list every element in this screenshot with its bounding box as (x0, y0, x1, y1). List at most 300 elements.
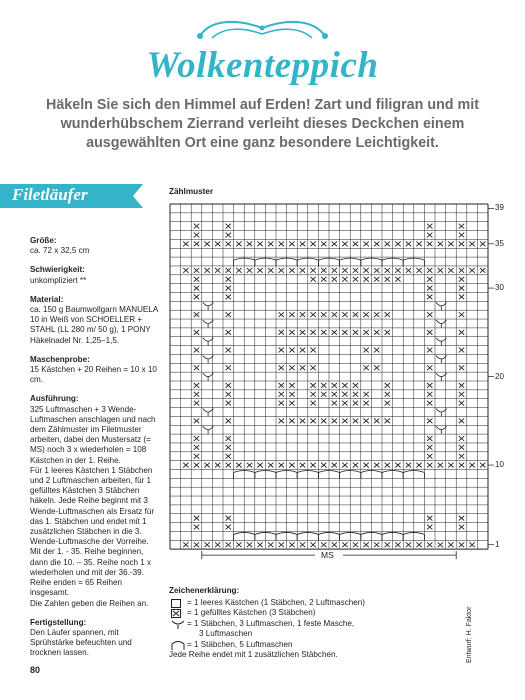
filled-cell (257, 268, 262, 273)
filled-cell (427, 463, 432, 468)
filled-cell (342, 312, 347, 317)
filled-cell (395, 277, 400, 282)
filled-cell (342, 383, 347, 388)
chart-title: Zählmuster (169, 187, 214, 196)
gauge-section (30, 355, 162, 386)
y-stitch-mark (436, 409, 447, 417)
filled-cell (321, 392, 326, 397)
filled-cell (459, 348, 464, 353)
filled-cell (438, 463, 443, 468)
legend-text: = 1 gefülltes Kästchen (3 Stäbchen) (187, 608, 316, 617)
filled-cell (321, 330, 326, 335)
filled-cell (268, 241, 273, 246)
finishing-section (30, 618, 162, 659)
page-number: 80 (30, 665, 41, 675)
legend-item (169, 608, 365, 619)
filled-cell (374, 268, 379, 273)
filled-cell (310, 383, 315, 388)
filled-cell (279, 348, 284, 353)
filled-cell (236, 241, 241, 246)
filled-cell (279, 401, 284, 406)
row-label-30: 30 (495, 283, 504, 293)
flourish-ornament-icon (190, 14, 335, 48)
filled-cell (395, 542, 400, 547)
filled-cell (183, 268, 188, 273)
filled-cell (300, 463, 305, 468)
filled-cell (427, 383, 432, 388)
filled-cell (310, 401, 315, 406)
filled-cell (226, 312, 231, 317)
filled-cell (353, 542, 358, 547)
filled-cell (194, 445, 199, 450)
y-stitch-mark (436, 302, 447, 310)
filled-cell (427, 365, 432, 370)
filled-cell (257, 241, 262, 246)
filled-cell (332, 277, 337, 282)
filled-cell (289, 241, 294, 246)
y-stitch-mark (203, 426, 214, 434)
filled-cell (395, 241, 400, 246)
filled-cell (459, 312, 464, 317)
filled-cell (342, 330, 347, 335)
filled-cell (363, 401, 368, 406)
y-stitch-mark (436, 426, 447, 434)
y-stitch-mark (203, 355, 214, 363)
filled-cell (459, 436, 464, 441)
filled-cell (310, 463, 315, 468)
filled-cell (427, 224, 432, 229)
design-credit: Entwurf: H. Faktor (466, 606, 473, 663)
filled-cell (321, 241, 326, 246)
gauge-heading: Maschenprobe: (30, 354, 90, 364)
filled-cell (385, 542, 390, 547)
filled-cell (204, 268, 209, 273)
filled-cell (342, 463, 347, 468)
filled-cell (268, 542, 273, 547)
filled-cell (427, 241, 432, 246)
filled-cell (332, 418, 337, 423)
filled-cell (194, 224, 199, 229)
filled-cell (374, 330, 379, 335)
material-heading: Material: (30, 294, 64, 304)
filled-cell (289, 383, 294, 388)
filled-cell (289, 392, 294, 397)
crochet-chart (166, 198, 506, 578)
legend-text: = 1 Stäbchen, 3 Luftmaschen, 1 feste Masche, (187, 618, 355, 628)
filled-cell (385, 418, 390, 423)
filled-cell (226, 525, 231, 530)
filled-cell (183, 241, 188, 246)
legend-item (169, 640, 365, 651)
filled-cell (342, 241, 347, 246)
filled-cell (279, 418, 284, 423)
legend-item (169, 598, 365, 609)
filled-cell (289, 365, 294, 370)
y-stitch-mark (436, 373, 447, 381)
filled-cell (459, 392, 464, 397)
filled-cell (300, 330, 305, 335)
filled-cell (332, 383, 337, 388)
filled-cell (406, 542, 411, 547)
instructions-column (30, 236, 162, 668)
filled-cell (395, 268, 400, 273)
filled-cell (321, 312, 326, 317)
filled-cell (226, 295, 231, 300)
filled-cell (321, 463, 326, 468)
filled-cell (183, 542, 188, 547)
filled-cell (459, 542, 464, 547)
filled-cell (427, 268, 432, 273)
filled-cell (226, 348, 231, 353)
filled-cell (215, 542, 220, 547)
filled-cell (363, 542, 368, 547)
filled-cell (363, 268, 368, 273)
filled-cell (300, 542, 305, 547)
empty-square-icon (171, 599, 181, 608)
filled-cell (310, 542, 315, 547)
filled-cell (310, 268, 315, 273)
finishing-body: Den Läufer spannen, mit Sprühstärke befeuchten und trocknen lassen. (30, 627, 132, 658)
filled-cell (427, 516, 432, 521)
y-stitch-mark (436, 355, 447, 363)
filled-cell (289, 542, 294, 547)
filled-cell (310, 241, 315, 246)
filled-cell (226, 286, 231, 291)
filled-cell (342, 418, 347, 423)
filled-cell (226, 392, 231, 397)
filled-cell (332, 401, 337, 406)
filled-cell (268, 268, 273, 273)
banner-label: Filetläufer (12, 185, 88, 204)
filled-cell (459, 525, 464, 530)
filled-cell (363, 418, 368, 423)
filled-cell (374, 312, 379, 317)
filled-cell (226, 436, 231, 441)
filled-cell (363, 392, 368, 397)
filled-cell (204, 542, 209, 547)
filled-cell (226, 241, 231, 246)
filled-cell (342, 401, 347, 406)
filled-cell (416, 542, 421, 547)
filled-cell (194, 295, 199, 300)
filled-cell (374, 418, 379, 423)
filled-cell (226, 233, 231, 238)
filled-cell (279, 268, 284, 273)
filled-cell (459, 445, 464, 450)
filled-cell (353, 277, 358, 282)
filled-cell (353, 383, 358, 388)
y-stitch-mark (203, 409, 214, 417)
filled-cell (353, 392, 358, 397)
filled-cell (300, 365, 305, 370)
filled-cell (427, 542, 432, 547)
filled-cell (374, 277, 379, 282)
filled-square-icon (171, 609, 181, 618)
filled-cell (226, 268, 231, 273)
filled-cell (194, 463, 199, 468)
filled-cell (226, 330, 231, 335)
filled-cell (374, 348, 379, 353)
filled-cell (459, 516, 464, 521)
filled-cell (226, 516, 231, 521)
filled-cell (342, 392, 347, 397)
y-stitch-mark (436, 320, 447, 328)
filled-cell (279, 542, 284, 547)
filled-cell (385, 241, 390, 246)
filled-cell (385, 312, 390, 317)
instructions-paragraph: Die Zahlen geben die Reihen an. (30, 598, 149, 608)
filled-cell (459, 454, 464, 459)
filled-cell (279, 383, 284, 388)
filled-cell (257, 463, 262, 468)
filled-cell (469, 542, 474, 547)
finishing-heading: Fertigstellung: (30, 617, 87, 627)
filled-cell (427, 392, 432, 397)
filled-cell (321, 268, 326, 273)
filled-cell (427, 436, 432, 441)
filled-cell (406, 268, 411, 273)
filled-cell (385, 277, 390, 282)
filled-cell (194, 312, 199, 317)
legend-heading: Zeichenerklärung: (169, 586, 240, 595)
filled-cell (469, 241, 474, 246)
chart-grid (166, 198, 506, 578)
material-section (30, 295, 162, 346)
legend-note: Jede Reihe endet mit 1 zusätzlichen Stäbchen. (169, 650, 338, 659)
filled-cell (459, 241, 464, 246)
filled-cell (194, 418, 199, 423)
filled-cell (427, 233, 432, 238)
difficulty-body: unkompliziert ** (30, 275, 87, 285)
row-label-39: 39 (495, 203, 504, 213)
filled-cell (300, 418, 305, 423)
filled-cell (353, 463, 358, 468)
filled-cell (363, 365, 368, 370)
filled-cell (194, 383, 199, 388)
filled-cell (427, 330, 432, 335)
filled-cell (427, 445, 432, 450)
filled-cell (342, 268, 347, 273)
y-stitch-mark (203, 373, 214, 381)
row-label-35: 35 (495, 238, 504, 248)
filled-cell (194, 241, 199, 246)
filled-cell (459, 286, 464, 291)
filled-cell (480, 268, 485, 273)
filled-cell (194, 525, 199, 530)
filled-cell (448, 241, 453, 246)
filled-cell (459, 233, 464, 238)
filled-cell (215, 463, 220, 468)
intro-text: Häkeln Sie sich den Himmel auf Erden! Zart und filigran und mit wunderhübschem Zierrand verleiht dieses Deckchen einem ausgewählten Ort eine ganz besondere Leichtigkeit. (46, 97, 479, 151)
filled-cell (427, 454, 432, 459)
instructions-section (30, 394, 162, 608)
filled-cell (289, 330, 294, 335)
gauge-body: 15 Kästchen + 20 Reihen = 10 x 10 cm. (30, 365, 157, 385)
filled-cell (459, 268, 464, 273)
filled-cell (459, 418, 464, 423)
filled-cell (448, 463, 453, 468)
filled-cell (215, 241, 220, 246)
legend-text: = 1 Stäbchen, 5 Luftmaschen (187, 639, 293, 649)
filled-cell (310, 348, 315, 353)
row-label-1: 1 (495, 539, 500, 549)
legend-item (169, 619, 365, 630)
filled-cell (279, 392, 284, 397)
filled-cell (459, 224, 464, 229)
filled-cell (247, 241, 252, 246)
filled-cell (226, 418, 231, 423)
filled-cell (194, 286, 199, 291)
filled-cell (438, 268, 443, 273)
filled-cell (300, 312, 305, 317)
filled-cell (353, 418, 358, 423)
filled-cell (406, 241, 411, 246)
filled-cell (289, 312, 294, 317)
legend (169, 586, 365, 661)
filled-cell (374, 463, 379, 468)
filled-cell (427, 312, 432, 317)
filled-cell (469, 463, 474, 468)
instructions-paragraph: Mit der 1. - 35. Reihe beginnen, dann die 10. – 35. Reihe noch 1 x wiederholen und mit der 36.-39. Reihe enden = 65 Reihen insgesamt. (30, 547, 152, 598)
filled-cell (268, 463, 273, 468)
filled-cell (310, 365, 315, 370)
y-stitch-mark (203, 320, 214, 328)
filled-cell (226, 542, 231, 547)
filled-cell (427, 348, 432, 353)
filled-cell (310, 277, 315, 282)
filled-cell (279, 241, 284, 246)
filled-cell (183, 463, 188, 468)
filled-cell (226, 454, 231, 459)
filled-cell (353, 330, 358, 335)
filled-cell (236, 268, 241, 273)
filled-cell (279, 330, 284, 335)
filled-cell (332, 463, 337, 468)
filled-cell (406, 463, 411, 468)
material-body: ca. 150 g Baumwollgarn MANUELA 10 in Weiß von SCHOELLER + STAHL (LL 280 m/ 50 g), 1 PONY Häkelnadel Nr. 1,25–1,5. (30, 305, 158, 345)
filled-cell (257, 542, 262, 547)
filled-cell (194, 348, 199, 353)
filled-cell (204, 463, 209, 468)
filled-cell (300, 241, 305, 246)
filled-cell (310, 392, 315, 397)
filled-cell (194, 233, 199, 238)
filled-cell (363, 330, 368, 335)
size-heading: Größe: (30, 236, 57, 245)
filled-cell (310, 330, 315, 335)
filled-cell (427, 295, 432, 300)
filled-cell (416, 463, 421, 468)
filled-cell (247, 268, 252, 273)
filled-cell (215, 268, 220, 273)
filled-cell (321, 277, 326, 282)
size-section (30, 236, 162, 256)
filled-cell (289, 268, 294, 273)
filled-cell (236, 463, 241, 468)
filled-cell (363, 463, 368, 468)
instructions-paragraph: 325 Luftmaschen + 3 Wende-Luftmaschen anschlagen und nach dem Zählmuster im Filetmuster arbeiten, dabei den Mustersatz (= MS) noch 3 x wiederholen = 108 Kästchen in der 1. Reihe. (30, 404, 156, 465)
filled-cell (353, 241, 358, 246)
filled-cell (385, 401, 390, 406)
filled-cell (204, 241, 209, 246)
filled-cell (459, 295, 464, 300)
filled-cell (226, 401, 231, 406)
difficulty-heading: Schwierigkeit: (30, 265, 85, 275)
filled-cell (459, 401, 464, 406)
filled-cell (226, 365, 231, 370)
legend-text-continuation: 3 Luftmaschen (199, 629, 253, 638)
filled-cell (427, 401, 432, 406)
filled-cell (385, 463, 390, 468)
filled-cell (427, 277, 432, 282)
filled-cell (480, 241, 485, 246)
filled-cell (448, 268, 453, 273)
filled-cell (300, 348, 305, 353)
filled-cell (289, 401, 294, 406)
row-label-10: 10 (495, 460, 504, 470)
filled-cell (459, 330, 464, 335)
filled-cell (385, 392, 390, 397)
filled-cell (194, 542, 199, 547)
filled-cell (321, 418, 326, 423)
filled-cell (353, 268, 358, 273)
filled-cell (194, 516, 199, 521)
legend-text: = 1 leeres Kästchen (1 Stäbchen, 2 Luftmaschen) (187, 597, 365, 607)
filled-cell (342, 277, 347, 282)
y-stitch-mark (203, 302, 214, 310)
filled-cell (279, 365, 284, 370)
filled-cell (427, 525, 432, 530)
section-banner (0, 184, 143, 208)
filled-cell (289, 348, 294, 353)
filled-cell (438, 542, 443, 547)
size-body: ca. 72 x 32,5 cm (30, 246, 90, 256)
instructions-heading: Ausführung: (30, 394, 79, 404)
filled-cell (332, 268, 337, 273)
filled-cell (448, 542, 453, 547)
filled-cell (279, 312, 284, 317)
filled-cell (416, 241, 421, 246)
filled-cell (226, 383, 231, 388)
filled-cell (469, 268, 474, 273)
filled-cell (459, 365, 464, 370)
filled-cell (332, 542, 337, 547)
filled-cell (194, 365, 199, 370)
filled-cell (385, 383, 390, 388)
filled-cell (279, 463, 284, 468)
filled-cell (363, 312, 368, 317)
instructions-paragraph: Für 1 leeres Kästchen 1 Stäbchen und 2 Luftmaschen arbeiten, für 1 gefülltes Kästchen 3 Stäbchen häkeln. Jede Reihe beginnt mit 3 Wende-Luftmaschen als Ersatz für das 1. Stäbchen und endet mit 1 zusätzlichen Stäbchen in die 3. Wende-Luftmasche der Vorreihe. (30, 465, 155, 547)
filled-cell (374, 241, 379, 246)
filled-cell (363, 348, 368, 353)
filled-cell (427, 286, 432, 291)
filled-cell (395, 463, 400, 468)
filled-cell (459, 277, 464, 282)
filled-cell (363, 277, 368, 282)
filled-cell (332, 330, 337, 335)
y-stitch-icon (171, 620, 185, 629)
filled-cell (194, 401, 199, 406)
filled-cell (194, 268, 199, 273)
filled-cell (416, 268, 421, 273)
page-title: Wolkenteppich (146, 45, 379, 86)
filled-cell (353, 401, 358, 406)
filled-cell (385, 268, 390, 273)
difficulty-section (30, 265, 162, 285)
filled-cell (332, 312, 337, 317)
filled-cell (342, 542, 347, 547)
filled-cell (427, 418, 432, 423)
